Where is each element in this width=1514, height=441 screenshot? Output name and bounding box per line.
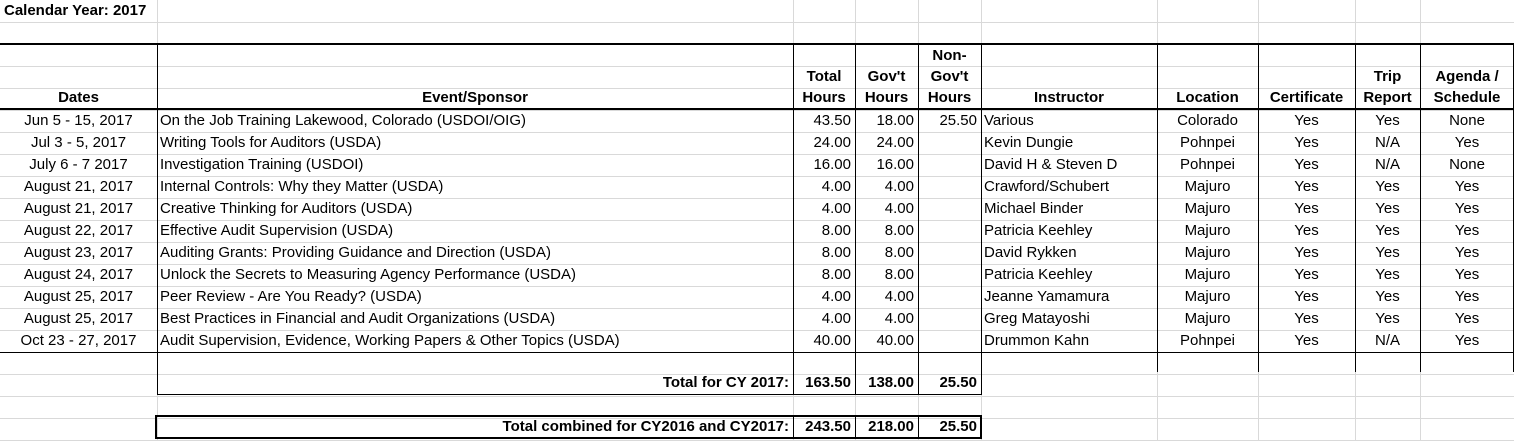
cell-nongov — [918, 220, 981, 242]
cell-event: Internal Controls: Why they Matter (USDA) — [160, 178, 444, 195]
cell-certificate: Yes — [1294, 266, 1319, 283]
cell-location: Majuro — [1184, 222, 1231, 239]
cell-location: Majuro — [1184, 178, 1231, 195]
header-agenda-schedule: Agenda / Schedule — [1433, 68, 1501, 106]
cell-total: 40.00 — [813, 332, 851, 349]
total-combined-label: Total combined for CY2016 and CY2017: — [502, 418, 789, 435]
cell-instructor: Drummon Kahn — [984, 332, 1090, 349]
cell-trip: Yes — [1375, 222, 1400, 239]
cell-nongov — [918, 154, 981, 176]
cell-trip: Yes — [1375, 200, 1400, 217]
cell-total: 8.00 — [821, 244, 851, 261]
cell-instructor: Michael Binder — [984, 200, 1084, 217]
cell-date: August 25, 2017 — [23, 310, 134, 327]
cell-certificate: Yes — [1294, 200, 1319, 217]
cell-certificate: Yes — [1294, 310, 1319, 327]
cell-gov: 4.00 — [884, 200, 914, 217]
cell-total: 4.00 — [821, 310, 851, 327]
total-cy2017-gov-hours: 138.00 — [868, 374, 914, 391]
cell-date: Oct 23 - 27, 2017 — [20, 332, 137, 349]
header-certificate: Certificate — [1269, 89, 1344, 106]
cell-instructor: Crawford/Schubert — [984, 178, 1110, 195]
cell-total: 4.00 — [821, 178, 851, 195]
cell-location: Colorado — [1177, 112, 1238, 129]
cell-date: August 21, 2017 — [23, 178, 134, 195]
cell-event: Writing Tools for Auditors (USDA) — [160, 134, 382, 151]
cell-gov: 16.00 — [876, 156, 914, 173]
cell-total: 8.00 — [821, 222, 851, 239]
cell-event: Unlock the Secrets to Measuring Agency Performance (USDA) — [160, 266, 577, 283]
cell-location: Majuro — [1184, 288, 1231, 305]
cell-gov: 24.00 — [876, 134, 914, 151]
cell-event: Best Practices in Financial and Audit Organizations (USDA) — [160, 310, 556, 327]
header-gov-hours: Gov't Hours — [864, 68, 909, 106]
cell-total: 4.00 — [821, 200, 851, 217]
cell-certificate: Yes — [1294, 332, 1319, 349]
cell-location: Pohnpei — [1179, 134, 1236, 151]
cell-trip: Yes — [1375, 244, 1400, 261]
cell-agenda: Yes — [1454, 266, 1480, 283]
header-dates: Dates — [58, 89, 99, 106]
header-location: Location — [1176, 89, 1239, 106]
header-instructor: Instructor — [1033, 89, 1104, 106]
cell-location: Majuro — [1184, 244, 1231, 261]
cell-event: Auditing Grants: Providing Guidance and Direction (USDA) — [160, 244, 552, 261]
cell-trip: Yes — [1375, 266, 1400, 283]
cell-event: Effective Audit Supervision (USDA) — [160, 222, 394, 239]
header-event: Event/Sponsor — [422, 89, 528, 106]
cell-trip: N/A — [1374, 156, 1400, 173]
cell-agenda: Yes — [1454, 310, 1480, 327]
cell-location: Majuro — [1184, 266, 1231, 283]
cell-date: August 24, 2017 — [23, 266, 134, 283]
cell-trip: Yes — [1375, 310, 1400, 327]
cell-instructor: David H & Steven D — [984, 156, 1118, 173]
cell-nongov: 25.50 — [939, 112, 977, 129]
cell-gov: 40.00 — [876, 332, 914, 349]
total-cy2017-label: Total for CY 2017: — [662, 374, 789, 391]
cell-certificate: Yes — [1294, 178, 1319, 195]
cell-gov: 8.00 — [884, 244, 914, 261]
cell-event: Investigation Training (USDOI) — [160, 156, 364, 173]
cell-event: Peer Review - Are You Ready? (USDA) — [160, 288, 422, 305]
cell-gov: 4.00 — [884, 178, 914, 195]
cell-nongov — [918, 176, 981, 198]
cell-event: Creative Thinking for Auditors (USDA) — [160, 200, 413, 217]
cell-nongov — [918, 242, 981, 264]
cell-date: August 21, 2017 — [23, 200, 134, 217]
cell-gov: 4.00 — [884, 288, 914, 305]
cell-certificate: Yes — [1294, 134, 1319, 151]
cell-certificate: Yes — [1294, 112, 1319, 129]
cell-certificate: Yes — [1294, 222, 1319, 239]
cell-date: Jul 3 - 5, 2017 — [30, 134, 127, 151]
cell-location: Majuro — [1184, 310, 1231, 327]
cell-event: On the Job Training Lakewood, Colorado (USDOI/OIG) — [160, 112, 527, 129]
cell-instructor: David Rykken — [984, 244, 1077, 261]
cell-agenda: Yes — [1454, 244, 1480, 261]
cell-trip: Yes — [1375, 288, 1400, 305]
cell-nongov — [918, 308, 981, 330]
cell-instructor: Jeanne Yamamura — [984, 288, 1110, 305]
cell-total: 4.00 — [821, 288, 851, 305]
header-trip-report: Trip Report — [1363, 68, 1412, 106]
cell-event: Audit Supervision, Evidence, Working Papers & Other Topics (USDA) — [160, 332, 620, 349]
cell-nongov — [918, 264, 981, 286]
cell-agenda: Yes — [1454, 134, 1480, 151]
cell-agenda: Yes — [1454, 200, 1480, 217]
cell-location: Pohnpei — [1179, 332, 1236, 349]
cell-total: 16.00 — [813, 156, 851, 173]
cell-total: 8.00 — [821, 266, 851, 283]
total-cy2017-non-gov-hours: 25.50 — [939, 374, 977, 391]
cell-agenda: None — [1449, 156, 1485, 173]
cell-gov: 8.00 — [884, 266, 914, 283]
cell-nongov — [918, 286, 981, 308]
cell-agenda: None — [1449, 112, 1485, 129]
cell-trip: Yes — [1375, 112, 1400, 129]
cell-agenda: Yes — [1454, 332, 1480, 349]
header-total-hours: Total Hours — [802, 68, 846, 106]
cell-certificate: Yes — [1294, 288, 1319, 305]
cell-agenda: Yes — [1454, 222, 1480, 239]
cell-agenda: Yes — [1454, 288, 1480, 305]
cell-nongov — [918, 198, 981, 220]
cell-instructor: Greg Matayoshi — [984, 310, 1090, 327]
cell-instructor: Patricia Keehley — [984, 266, 1093, 283]
cell-instructor: Patricia Keehley — [984, 222, 1093, 239]
cell-trip: N/A — [1374, 332, 1400, 349]
cell-total: 24.00 — [813, 134, 851, 151]
cell-date: Jun 5 - 15, 2017 — [24, 112, 133, 129]
cell-instructor: Various — [984, 112, 1034, 129]
total-combined-total-hours: 243.50 — [805, 418, 851, 435]
cell-nongov — [918, 132, 981, 154]
cell-date: August 25, 2017 — [23, 288, 134, 305]
cell-certificate: Yes — [1294, 156, 1319, 173]
cell-location: Majuro — [1184, 200, 1231, 217]
cell-date: August 22, 2017 — [23, 222, 134, 239]
cell-gov: 18.00 — [876, 112, 914, 129]
cell-trip: Yes — [1375, 178, 1400, 195]
cell-gov: 8.00 — [884, 222, 914, 239]
total-combined-gov-hours: 218.00 — [868, 418, 914, 435]
total-cy2017-total-hours: 163.50 — [805, 374, 851, 391]
cell-certificate: Yes — [1294, 244, 1319, 261]
cell-gov: 4.00 — [884, 310, 914, 327]
header-non-gov-hours: Non- Gov't Hours — [927, 47, 972, 106]
page-title: Calendar Year: 2017 — [4, 2, 147, 19]
cell-date: July 6 - 7 2017 — [29, 156, 128, 173]
total-combined-non-gov-hours: 25.50 — [939, 418, 977, 435]
cell-total: 43.50 — [813, 112, 851, 129]
cell-location: Pohnpei — [1179, 156, 1236, 173]
cell-nongov — [918, 330, 981, 352]
cell-date: August 23, 2017 — [23, 244, 134, 261]
cell-trip: N/A — [1374, 134, 1400, 151]
cell-agenda: Yes — [1454, 178, 1480, 195]
cell-instructor: Kevin Dungie — [984, 134, 1074, 151]
